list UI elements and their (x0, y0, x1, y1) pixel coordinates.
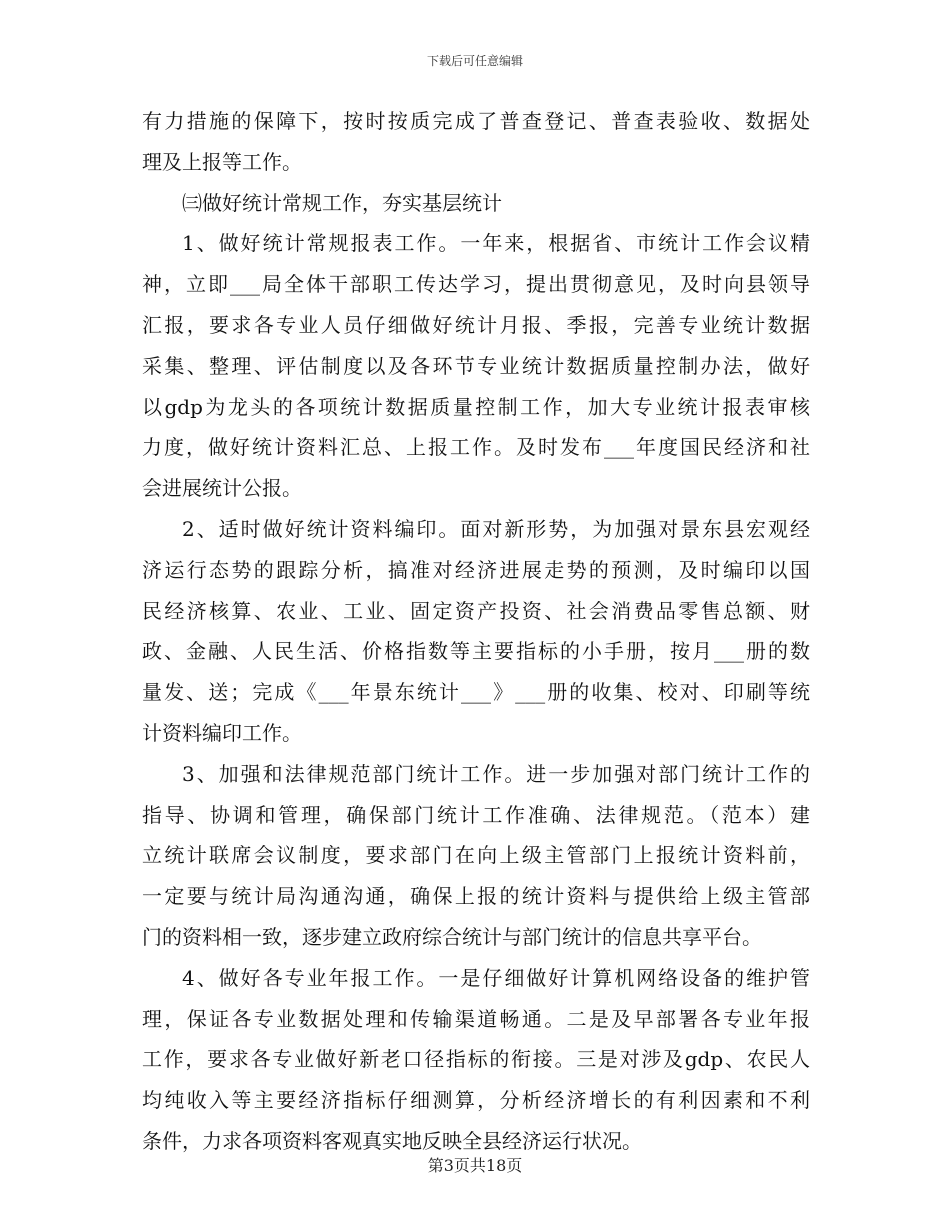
body-line: 均纯收入等主要经济指标仔细测算，分析经济增长的有利因素和不利 (142, 1088, 810, 1113)
body-line: 会进展统计公报。 (142, 476, 302, 501)
body-line: 一定要与统计局沟通沟通，确保上报的统计资料与提供给上级主管部 (142, 884, 810, 909)
section-heading: ㈢做好统计常规工作，夯实基层统计 (182, 190, 502, 215)
body-line: 汇报，要求各专业人员仔细做好统计月报、季报，完善专业统计数据 (142, 312, 810, 337)
body-line: 4、做好各专业年报工作。一是仔细做好计算机网络设备的维护管 (182, 965, 810, 990)
body-line: 门的资料相一致，逐步建立政府综合统计与部门统计的信息共享平台。 (142, 924, 762, 949)
document-body (142, 101, 810, 1162)
body-line: 有力措施的保障下，按时按质完成了普查登记、普查表验收、数据处 (142, 109, 810, 133)
body-line: 以gdp为龙头的各项统计数据质量控制工作，加大专业统计报表审核 (142, 394, 810, 419)
body-line: 采集、整理、评估制度以及各环节专业统计数据质量控制办法，做好 (142, 353, 810, 378)
page-header-note: 下载后可任意编辑 (426, 54, 523, 68)
body-line: 3、加强和法律规范部门统计工作。进一步加强对部门统计工作的 (182, 761, 810, 786)
body-line: 政、金融、人民生活、价格指数等主要指标的小手册，按月___册的数 (142, 639, 810, 664)
body-line: 指导、协调和管理，确保部门统计工作准确、法律规范。（范本）建 (142, 802, 810, 827)
body-line: 工作，要求各专业做好新老口径指标的衔接。三是对涉及gdp、农民人 (142, 1047, 810, 1072)
body-line: 神，立即___局全体干部职工传达学习，提出贯彻意见，及时向县领导 (142, 272, 810, 297)
body-line: 计资料编印工作。 (142, 720, 302, 745)
body-line: 力度，做好统计资料汇总、上报工作。及时发布___年度国民经济和社 (142, 435, 810, 460)
body-line: 理，保证各专业数据处理和传输渠道畅通。二是及早部署各专业年报 (142, 1006, 810, 1031)
body-line: 立统计联席会议制度，要求部门在向上级主管部门上报统计资料前， (142, 843, 810, 868)
body-line: 2、适时做好统计资料编印。面对新形势，为加强对景东县宏观经 (182, 516, 810, 541)
body-line: 条件，力求各项资料客观真实地反映全县经济运行状况。 (142, 1128, 642, 1153)
body-line: 济运行态势的跟踪分析，搞准对经济进展走势的预测，及时编印以国 (142, 557, 810, 582)
body-line: 量发、送；完成《___年景东统计___》___册的收集、校对、印刷等统 (142, 680, 810, 705)
body-line: 1、做好统计常规报表工作。一年来，根据省、市统计工作会议精 (182, 231, 810, 256)
body-line: 民经济核算、农业、工业、固定资产投资、社会消费品零售总额、财 (142, 598, 810, 623)
page-number: 第3页共18页 (427, 1156, 523, 1175)
body-line: 理及上报等工作。 (142, 149, 302, 174)
